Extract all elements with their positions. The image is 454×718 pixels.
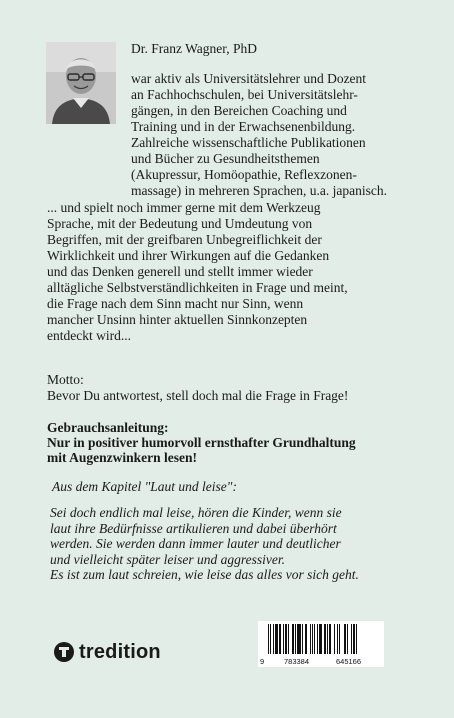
description-line: Begriffen, mit der greifbaren Unbegreiflichkeit der <box>47 232 322 247</box>
excerpt-line: Sei doch endlich mal leise, hören die Kinder, wenn sie <box>50 505 342 520</box>
bio-line: massage) in mehreren Sprachen, u.a. japanisch. <box>131 183 388 198</box>
description-line: mancher Unsinn hinter aktuellen Sinnkonzepten <box>47 312 308 327</box>
excerpt-line: laut ihre Bedürfnisse artikulieren und dabei überhört <box>50 520 337 536</box>
description-line: Wirklichkeit und ihrer Wirkungen auf die Gedanken <box>47 248 330 263</box>
description-line: alltägliche Selbstverständlichkeiten in Frage und meint, <box>47 280 348 295</box>
excerpt-line: Es ist zum laut schreien, wie leise das alles vor sich geht. <box>50 567 359 582</box>
barcode-digit-group-2: 645166 <box>336 657 362 666</box>
bio-line: (Akupressur, Homöopathie, Reflexzonen- <box>131 167 357 182</box>
description-line: die Frage nach dem Sinn macht nur Sinn, wenn <box>47 296 304 311</box>
description-line: ... und spielt noch immer gerne mit dem Werkzeug <box>47 200 321 215</box>
publisher-name: tredition <box>79 640 161 663</box>
bio-line: gängen, in den Bereichen Coaching und <box>131 103 347 118</box>
author-name: Dr. Franz Wagner, PhD <box>131 41 257 56</box>
barcode-digit-prefix: 9 <box>260 657 265 666</box>
description-line: entdeckt wird... <box>47 328 131 343</box>
bio-line: Zahlreiche wissenschaftliche Publikationen <box>131 135 366 150</box>
publisher-logo <box>54 641 161 663</box>
bio-line: an Fachhochschulen, bei Universitätslehr- <box>131 87 358 102</box>
description-line: Sprache, mit der Bedeutung und Umdeutung von <box>47 216 313 231</box>
excerpt-title: Aus dem Kapitel "Laut und leise": <box>52 479 237 494</box>
motto-label: Motto: <box>47 372 84 387</box>
barcode-bars <box>262 624 380 654</box>
excerpt-text <box>50 505 410 583</box>
author-bio <box>131 71 421 199</box>
instructions-heading: Gebrauchsanleitung: <box>47 420 169 435</box>
bio-line: und Bücher zu Gesundheitsthemen <box>131 151 320 166</box>
bio-line: Training und in der Erwachsenenbildung. <box>131 119 356 134</box>
description-line: und das Denken generell und stellt immer wieder <box>47 264 313 279</box>
barcode-digit-group-1: 783384 <box>284 657 310 666</box>
bio-line: war aktiv als Universitätslehrer und Dozent <box>131 71 367 86</box>
description-paragraph <box>47 200 427 344</box>
instructions-line: Nur in positiver humorvoll ernsthafter Grundhaltung <box>47 435 356 450</box>
usage-instructions <box>47 420 356 465</box>
instructions-line: mit Augenzwinkern lesen! <box>47 450 197 465</box>
excerpt-line: und vielleicht später leiser und aggressiver. <box>50 551 285 567</box>
author-photo <box>46 42 116 124</box>
motto-text: Bevor Du antwortest, stell doch mal die Frage in Frage! <box>47 388 349 403</box>
excerpt-line: werden. Sie werden dann immer lauter und deutlicher <box>50 536 341 551</box>
isbn-barcode <box>258 621 384 667</box>
tredition-icon <box>54 642 74 662</box>
